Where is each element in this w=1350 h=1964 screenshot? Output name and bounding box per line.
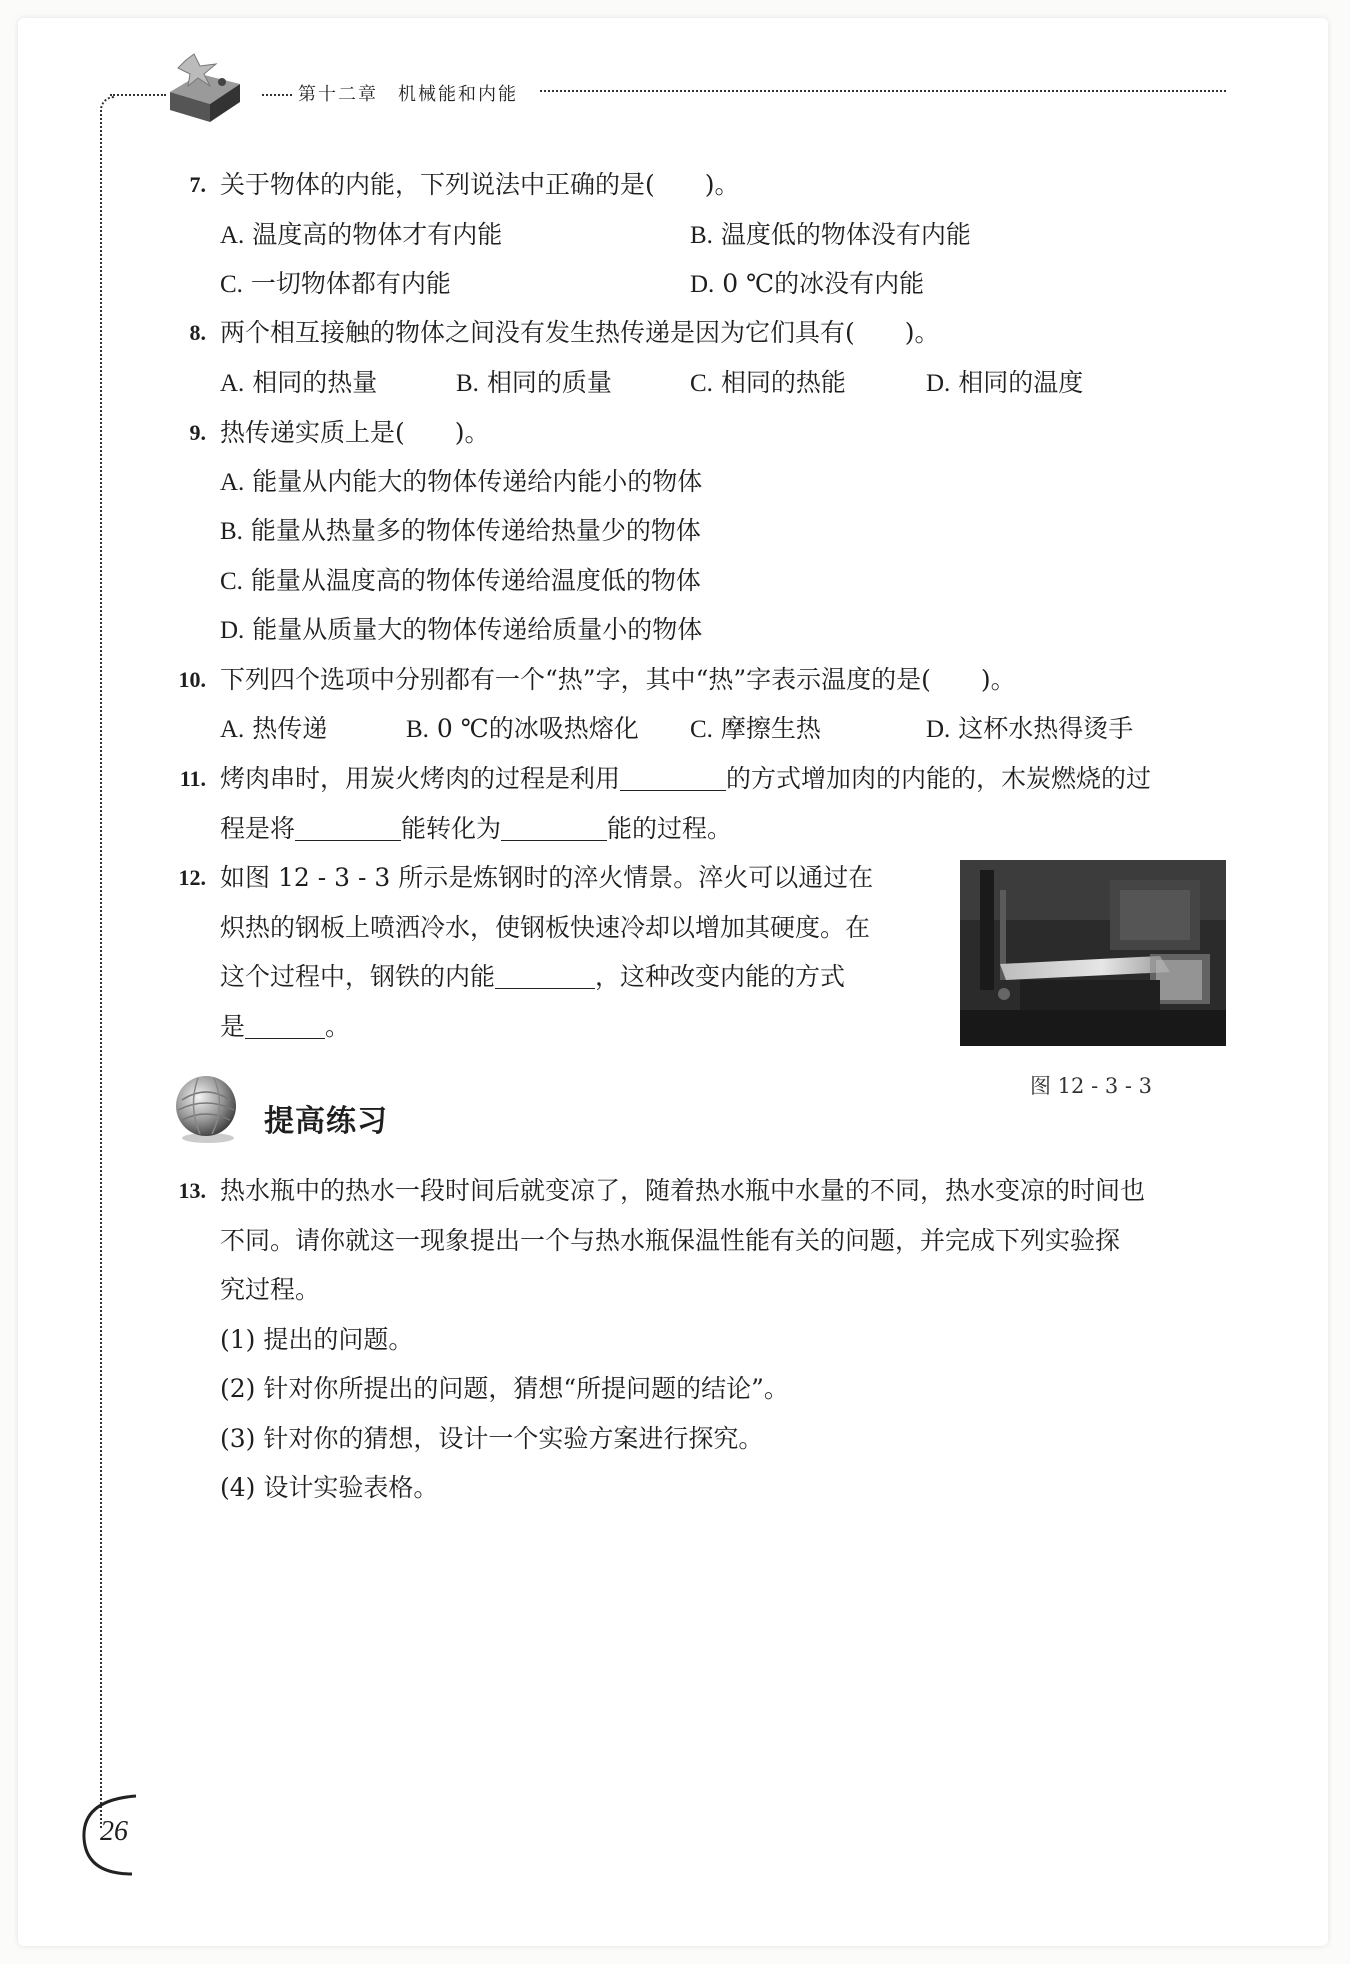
option-text: 能量从热量多的物体传递给热量少的物体 [250,516,701,545]
question-line: 热水瓶中的热水一段时间后就变凉了，随着热水瓶中水量的不同，热水变凉的时间也 [220,1176,1146,1205]
option-label: A. [220,716,245,743]
option-b[interactable] [406,712,639,747]
option-c[interactable] [220,564,701,599]
option-c[interactable] [690,712,821,747]
section-globe-icon [168,1070,244,1146]
question-line: 炽热的钢板上喷洒冷水，使钢板快速冷却以增加其硬度。在 [220,913,871,942]
option-text: 这杯水热得烫手 [958,714,1134,743]
option-text: 能量从内能大的物体传递给内能小的物体 [252,467,703,496]
stem-text: 关于物体的内能，下列说法中正确的是( [220,170,655,199]
stem-text: 两个相互接触的物体之间没有发生热传递是因为它们具有( [220,318,855,347]
question-number: 8. [189,320,206,345]
header-dotted-rule-right [540,90,1226,92]
sub-question: (3) 针对你的猜想，设计一个实验方案进行探究。 [220,1424,764,1453]
question-number: 10. [178,667,206,692]
option-text: 温度低的物体没有内能 [720,220,971,249]
question-stem [220,316,940,350]
stem-text: 程是将 [220,814,296,843]
sub-question: (1) 提出的问题。 [220,1325,414,1354]
question-number: 9. [189,420,206,445]
option-label: B. [220,518,243,545]
option-d[interactable] [926,712,1133,747]
question-number: 12. [178,865,206,890]
question-line [220,1010,350,1044]
question-line [220,812,732,846]
header-dotted-rule-left [110,94,166,96]
stem-close: )。 [454,418,490,447]
option-label: C. [690,716,713,743]
stem-text: 的方式增加肉的内能的，木炭燃烧的过 [726,764,1152,793]
option-text: 相同的热量 [252,368,378,397]
option-text: 0 ℃的冰吸热熔化 [436,714,639,743]
option-label: C. [220,271,243,298]
option-label: C. [690,370,713,397]
figure-caption: 图 12 - 3 - 3 [1030,1074,1153,1098]
option-b[interactable] [690,218,971,253]
stem-text: 。 [325,1012,351,1041]
option-a[interactable] [220,366,377,401]
question-line: 究过程。 [220,1275,321,1304]
stem-text: 能的过程。 [607,814,733,843]
question-number: 11. [179,766,206,791]
section-title: 提高练习 [264,1104,388,1139]
question-stem [220,663,1016,697]
option-text: 能量从质量大的物体传递给质量小的物体 [252,615,703,644]
header-dotted-rule-mid [262,94,292,96]
quenching-photo [960,860,1226,1046]
option-label: B. [456,370,479,397]
option-b[interactable] [456,366,612,401]
chapter-title: 第十二章 机械能和内能 [298,84,518,105]
stem-close: )。 [704,170,740,199]
sub-question: (2) 针对你所提出的问题，猜想“所提问题的结论”。 [220,1374,789,1403]
margin-dotted-border [100,96,114,1828]
option-text: 摩擦生热 [720,714,821,743]
fill-blank[interactable] [495,962,595,989]
option-text: 相同的质量 [486,368,612,397]
option-c[interactable] [690,366,846,401]
option-text: 0 ℃的冰没有内能 [722,269,925,298]
stem-text: ，这种改变内能的方式 [595,962,846,991]
option-text: 相同的热能 [720,368,846,397]
option-text: 相同的温度 [958,368,1084,397]
option-d[interactable] [690,267,924,302]
question-number: 7. [189,172,206,197]
option-label: A. [220,222,245,249]
option-d[interactable] [926,366,1083,401]
option-c[interactable] [220,267,451,302]
fill-blank[interactable] [501,814,607,841]
chapter-emblem-icon [160,52,260,132]
stem-close: )。 [980,665,1016,694]
option-a[interactable] [220,218,502,253]
option-label: B. [406,716,429,743]
stem-text: 这个过程中，钢铁的内能 [220,962,496,991]
page-number: 26 [100,1816,128,1847]
option-text: 热传递 [252,714,328,743]
option-a[interactable] [220,712,327,747]
question-line [220,762,1151,796]
fill-blank[interactable] [245,1012,325,1039]
option-label: D. [690,271,715,298]
stem-close: )。 [904,318,940,347]
option-label: D. [220,617,245,644]
option-b[interactable] [220,514,701,549]
stem-text: 热传递实质上是( [220,418,405,447]
question-line: 不同。请你就这一现象提出一个与热水瓶保温性能有关的问题，并完成下列实验探 [220,1226,1121,1255]
fill-blank[interactable] [295,814,401,841]
question-number: 13. [178,1178,206,1203]
option-text: 温度高的物体才有内能 [252,220,503,249]
question-stem [220,416,490,450]
option-text: 一切物体都有内能 [250,269,451,298]
sub-question: (4) 设计实验表格。 [220,1473,439,1502]
option-label: D. [926,716,951,743]
stem-text: 能转化为 [401,814,502,843]
question-line: 如图 12 - 3 - 3 所示是炼钢时的淬火情景。淬火可以通过在 [220,863,874,892]
stem-text: 烤肉串时，用炭火烤肉的过程是利用 [220,764,621,793]
question-stem [220,168,740,202]
option-label: C. [220,568,243,595]
option-label: B. [690,222,713,249]
stem-text: 下列四个选项中分别都有一个“热”字，其中“热”字表示温度的是( [220,665,931,694]
stem-text: 是 [220,1012,246,1041]
option-a[interactable] [220,465,702,500]
option-label: A. [220,370,245,397]
option-label: D. [926,370,951,397]
question-line [220,960,845,994]
option-d[interactable] [220,613,702,648]
option-label: A. [220,469,245,496]
fill-blank[interactable] [620,764,726,791]
option-text: 能量从温度高的物体传递给温度低的物体 [250,566,701,595]
